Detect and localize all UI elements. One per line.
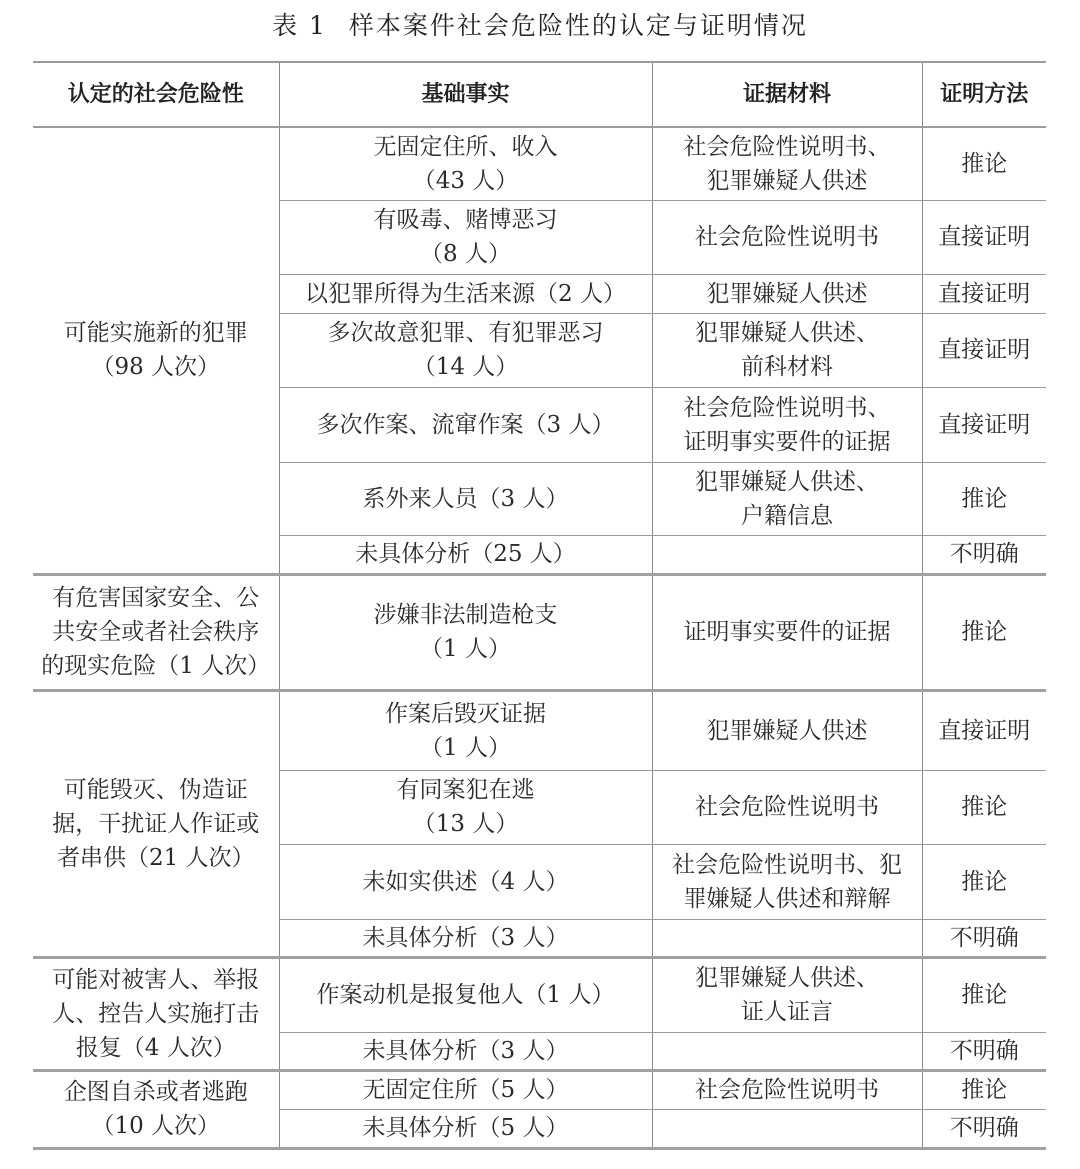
fact-cell-line: 未具体分析（3 人） [362, 1037, 569, 1064]
table-row [33, 690, 1046, 770]
fact-cell-line: 多次故意犯罪、有犯罪恶习 [327, 320, 604, 346]
evidence-cell [652, 127, 922, 200]
header-method: 证明方法 [922, 62, 1046, 127]
fact-cell-line: 未具体分析（3 人） [362, 924, 569, 951]
fact-cell [279, 274, 652, 313]
method-cell: 直接证明 [922, 690, 1046, 770]
evidence-cell-line: 户籍信息 [741, 502, 833, 529]
fact-cell-line: 以犯罪所得为生活来源（2 人） [305, 280, 626, 307]
fact-cell [279, 919, 652, 957]
evidence-cell-line: 社会危险性说明书 [695, 794, 879, 820]
evidence-cell-line: 犯罪嫌疑人供述、 [695, 320, 879, 346]
fact-cell-line: 无固定住所、收入 [373, 133, 558, 160]
method-cell: 推论 [922, 844, 1046, 919]
risk-text-line: 可能对被害人、举报 [52, 966, 260, 993]
evidence-cell [652, 770, 922, 844]
evidence-cell [652, 574, 922, 690]
fact-cell [279, 574, 652, 690]
fact-cell [279, 1109, 652, 1148]
fact-cell-line: 多次作案、流窜作案（3 人） [316, 411, 615, 438]
evidence-cell [652, 462, 922, 535]
fact-cell-line: 作案后毁灭证据 [385, 700, 546, 727]
table-title: 样本案件社会危险性的认定与证明情况 [348, 11, 808, 40]
fact-cell-line: 未具体分析（5 人） [362, 1115, 569, 1141]
risk-cell [33, 574, 279, 690]
risk-text-line: （98 人次） [91, 354, 221, 381]
fact-cell [279, 1070, 652, 1109]
evidence-cell-line: 证人证言 [741, 999, 833, 1025]
risk-text-line: 人、控告人实施打击 [52, 1000, 260, 1027]
evidence-cell-line: 社会危险性说明书、 [683, 394, 891, 421]
fact-cell [279, 770, 652, 844]
method-cell: 不明确 [922, 1032, 1046, 1070]
risk-text-line: 可能实施新的犯罪 [63, 320, 248, 347]
evidence-cell-line: 犯罪嫌疑人供述 [706, 280, 868, 307]
method-cell: 不明确 [922, 1109, 1046, 1148]
fact-cell [279, 313, 652, 387]
method-cell: 推论 [922, 574, 1046, 690]
header-risk: 认定的社会危险性 [33, 62, 279, 127]
evidence-cell [652, 387, 922, 462]
evidence-cell-line: 罪嫌疑人供述和辩解 [683, 885, 891, 912]
fact-cell-line: 系外来人员（3 人） [362, 485, 569, 512]
evidence-cell-line: 社会危险性说明书、 [683, 133, 891, 160]
risk-text-line: 据，干扰证人作证或 [52, 810, 260, 837]
risk-text-line: 的现实危险（1 人次） [41, 653, 271, 679]
fact-cell [279, 462, 652, 535]
evidence-cell [652, 1109, 922, 1148]
evidence-cell [652, 535, 922, 574]
fact-cell [279, 957, 652, 1032]
evidence-cell [652, 690, 922, 770]
header-row [33, 62, 1046, 127]
evidence-cell-line: 证明事实要件的证据 [683, 619, 891, 645]
risk-text-line: 报复（4 人次） [75, 1034, 236, 1061]
table-caption [0, 6, 1080, 46]
method-cell: 推论 [922, 957, 1046, 1032]
table-row [33, 127, 1046, 200]
risk-text-line: 可能毁灭、伪造证 [63, 776, 248, 803]
method-cell: 直接证明 [922, 387, 1046, 462]
evidence-cell-line: 犯罪嫌疑人供述、 [695, 965, 879, 991]
table-body [33, 127, 1046, 1148]
risk-cell [33, 127, 279, 574]
evidence-cell-line: 社会危险性说明书 [695, 1077, 879, 1103]
risk-text-line: 共安全或者社会秩序 [52, 619, 260, 645]
risk-text-line: 者串供（21 人次） [56, 844, 255, 871]
evidence-cell [652, 1032, 922, 1070]
evidence-cell-line: 前科材料 [741, 354, 833, 380]
fact-cell-line: 作案动机是报复他人（1 人） [316, 982, 615, 1008]
method-cell: 不明确 [922, 919, 1046, 957]
fact-cell [279, 127, 652, 200]
risk-cell [33, 690, 279, 957]
method-cell: 推论 [922, 462, 1046, 535]
risk-evidence-table [33, 61, 1046, 1150]
method-cell: 直接证明 [922, 313, 1046, 387]
fact-cell-line: （8 人） [420, 241, 511, 267]
method-cell: 直接证明 [922, 200, 1046, 274]
fact-cell-line: 未如实供述（4 人） [362, 868, 569, 895]
fact-cell [279, 200, 652, 274]
fact-cell-line: （43 人） [412, 167, 519, 194]
fact-cell-line: 有吸毒、赌博恶习 [373, 207, 558, 233]
fact-cell-line: 有同案犯在逃 [396, 777, 535, 803]
method-cell: 推论 [922, 1070, 1046, 1109]
fact-cell [279, 690, 652, 770]
risk-cell [33, 1070, 279, 1148]
method-cell: 推论 [922, 770, 1046, 844]
table-row [33, 574, 1046, 690]
fact-cell-line: （14 人） [412, 354, 519, 380]
evidence-cell [652, 919, 922, 957]
risk-cell [33, 957, 279, 1070]
method-cell: 直接证明 [922, 274, 1046, 313]
evidence-cell [652, 200, 922, 274]
fact-cell [279, 535, 652, 574]
fact-cell [279, 387, 652, 462]
risk-text-line: 有危害国家安全、公 [52, 585, 260, 611]
method-cell: 不明确 [922, 535, 1046, 574]
fact-cell-line: （1 人） [420, 636, 511, 662]
evidence-cell-line: 犯罪嫌疑人供述 [706, 717, 868, 744]
fact-cell-line: 无固定住所（5 人） [362, 1077, 569, 1103]
evidence-cell-line: 犯罪嫌疑人供述、 [695, 468, 879, 495]
evidence-cell-line: 社会危险性说明书、犯 [672, 851, 902, 878]
evidence-cell [652, 844, 922, 919]
evidence-cell-line: 证明事实要件的证据 [683, 428, 891, 455]
table-number: 表 1 [272, 11, 327, 40]
method-cell: 推论 [922, 127, 1046, 200]
fact-cell-line: （13 人） [412, 811, 519, 837]
evidence-cell-line: 社会危险性说明书 [695, 224, 879, 250]
fact-cell-line: 未具体分析（25 人） [355, 541, 576, 567]
evidence-cell [652, 313, 922, 387]
evidence-cell [652, 1070, 922, 1109]
table-row [33, 957, 1046, 1032]
risk-text-line: （10 人次） [91, 1113, 221, 1139]
header-fact: 基础事实 [279, 62, 652, 127]
risk-text-line: 企图自杀或者逃跑 [63, 1079, 248, 1105]
fact-cell [279, 844, 652, 919]
evidence-cell [652, 957, 922, 1032]
evidence-cell [652, 274, 922, 313]
fact-cell [279, 1032, 652, 1070]
evidence-cell-line: 犯罪嫌疑人供述 [706, 167, 868, 194]
header-evidence: 证据材料 [652, 62, 922, 127]
fact-cell-line: 涉嫌非法制造枪支 [373, 602, 558, 628]
table-row [33, 1070, 1046, 1109]
fact-cell-line: （1 人） [420, 734, 511, 761]
